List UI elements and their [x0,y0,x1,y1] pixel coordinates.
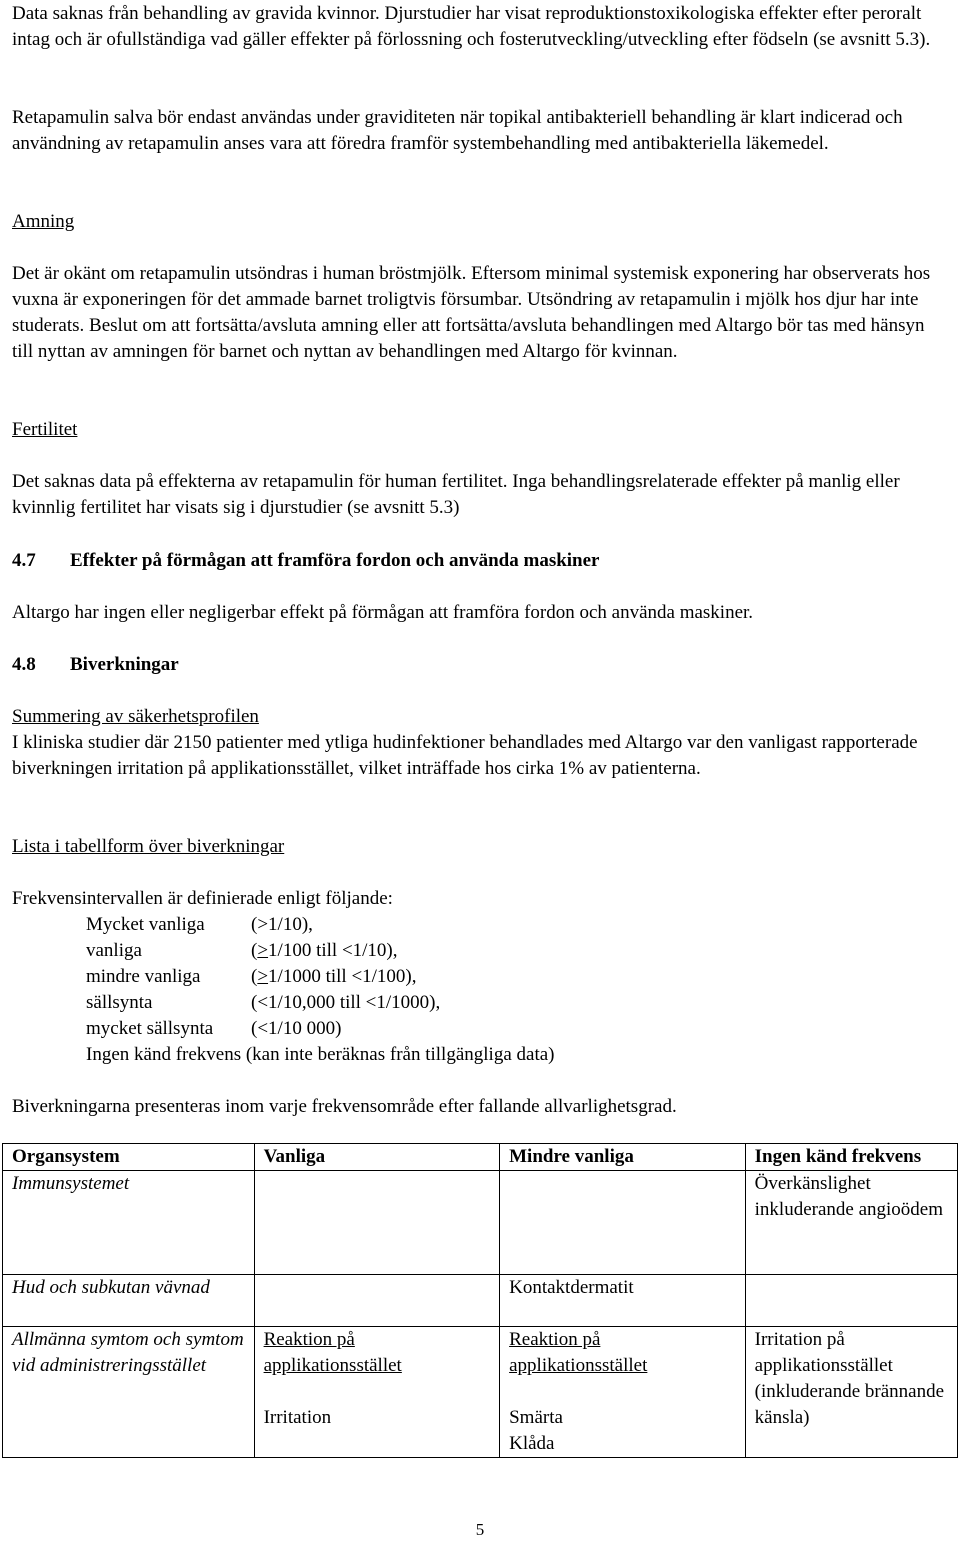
table-header-row [3,1144,958,1171]
mindre-symptoms: Smärta Klåda [509,1407,563,1454]
order-text: Biverkningarna presenteras inom varje frekvensområde efter fallande allvarlighetsgrad. [12,1096,677,1117]
frequency-range: (<1/10,000 till <1/1000), [251,992,441,1013]
organ-cell: Immunsystemet [3,1171,255,1275]
frequency-unknown: Ingen känd frekvens (kan inte beräknas från tillgängliga data) [86,1044,555,1065]
frequency-label: vanliga [86,940,142,961]
vanliga-reaction: Reaktion på applikationsstället [263,1329,402,1376]
frequency-range: (>1/100 till <1/10), [251,940,398,961]
table-row [3,1327,958,1458]
table-header-cell: Mindre vanliga [500,1144,746,1171]
amning-heading: Amning [12,211,75,232]
frequency-range: (<1/10 000) [251,1018,342,1039]
vanliga-cell [254,1327,500,1458]
vanliga-cell [254,1171,500,1275]
mindre-vanliga-cell: Kontaktdermatit [500,1275,746,1327]
safety-summary-text: I kliniska studier där 2150 patienter med ytliga hudinfektioner behandlades med Altargo var den vanligast rapporterade biverkningen irritation på applikationsstället, vilket inträffade hos cirka 1% av patienterna. [12,732,918,779]
safety-summary-heading: Summering av säkerhetsprofilen [12,706,259,727]
adverse-reactions-table [2,1143,958,1458]
ingen-kand-cell [745,1275,957,1327]
section-4-8-heading [12,652,948,678]
mindre-vanliga-cell [500,1327,746,1458]
table-header-cell: Ingen känd frekvens [745,1144,957,1171]
table-list-heading: Lista i tabellform över biverkningar [12,836,285,857]
frequency-label: Mycket vanliga [86,914,205,935]
amning-text: Det är okänt om retapamulin utsöndras i human bröstmjölk. Eftersom minimal systemisk exponering har observerats hos vuxna är exponeringen för det ammade barnet troligtvis försumbar. Utsöndring av retapamulin i mjölk hos djur har inte studerats. Beslut om att fortsätta/avsluta amning eller att fortsätta/avsluta behandlingen med Altargo bör tas med hänsyn till nyttan av amningen för barnet och nyttan av behandlingen med Altargo för kvinnan. [12,263,931,362]
table-header-cell: Vanliga [254,1144,500,1171]
frequency-label: mindre vanliga [86,966,201,987]
frequency-intro: Frekvensintervallen är definierade enligt följande: [12,888,393,909]
mindre-reaction: Reaktion på applikationsstället [509,1329,648,1376]
table-header-cell: Organsystem [3,1144,255,1171]
frequency-range: (>1/1000 till <1/100), [251,966,417,987]
page-number: 5 [475,1520,485,1539]
section-title: Biverkningar [70,654,179,675]
section-number: 4.7 [12,550,36,571]
pregnancy-paragraph-1: Data saknas från behandling av gravida kvinnor. Djurstudier har visat reproduktionstoxikologiska effekter efter peroralt intag och är ofullständiga vad gäller effekter på förlossning och fosterutveckling/utveckling efter födseln (se avsnitt 5.3). [12,3,931,50]
vanliga-irritation: Irritation [263,1407,332,1428]
section-title: Effekter på förmågan att framföra fordon och använda maskiner [70,550,600,571]
frequency-range: (>1/10), [251,914,313,935]
section-number: 4.8 [12,654,36,675]
fertilitet-text: Det saknas data på effekterna av retapamulin för human fertilitet. Inga behandlingsrelaterade effekter på manlig eller kvinnlig fertilitet har visats sig i djurstudier (se avsnitt 5.3) [12,471,900,518]
table-row [3,1171,958,1275]
frequency-label: mycket sällsynta [86,1018,214,1039]
fertilitet-heading: Fertilitet [12,419,78,440]
organ-cell: Allmänna symtom och symtom vid administreringsstället [3,1327,255,1458]
table-row [3,1275,958,1327]
frequency-label: sällsynta [86,992,153,1013]
ingen-kand-cell: Irritation på applikationsstället (inkluderande brännande känsla) [745,1327,957,1458]
vanliga-cell [254,1275,500,1327]
mindre-vanliga-cell [500,1171,746,1275]
pregnancy-paragraph-2: Retapamulin salva bör endast användas under graviditeten när topikal antibakteriell behandling är klart indicerad och användning av retapamulin anses vara att föredra framför systembehandling med antibakteriella läkemedel. [12,107,903,154]
section-4-7-text: Altargo har ingen eller negligerbar effekt på förmågan att framföra fordon och använda maskiner. [12,602,754,623]
organ-cell: Hud och subkutan vävnad [3,1275,255,1327]
ingen-kand-cell: Överkänslighet inkluderande angioödem [745,1171,957,1275]
section-4-7-heading [12,548,948,574]
